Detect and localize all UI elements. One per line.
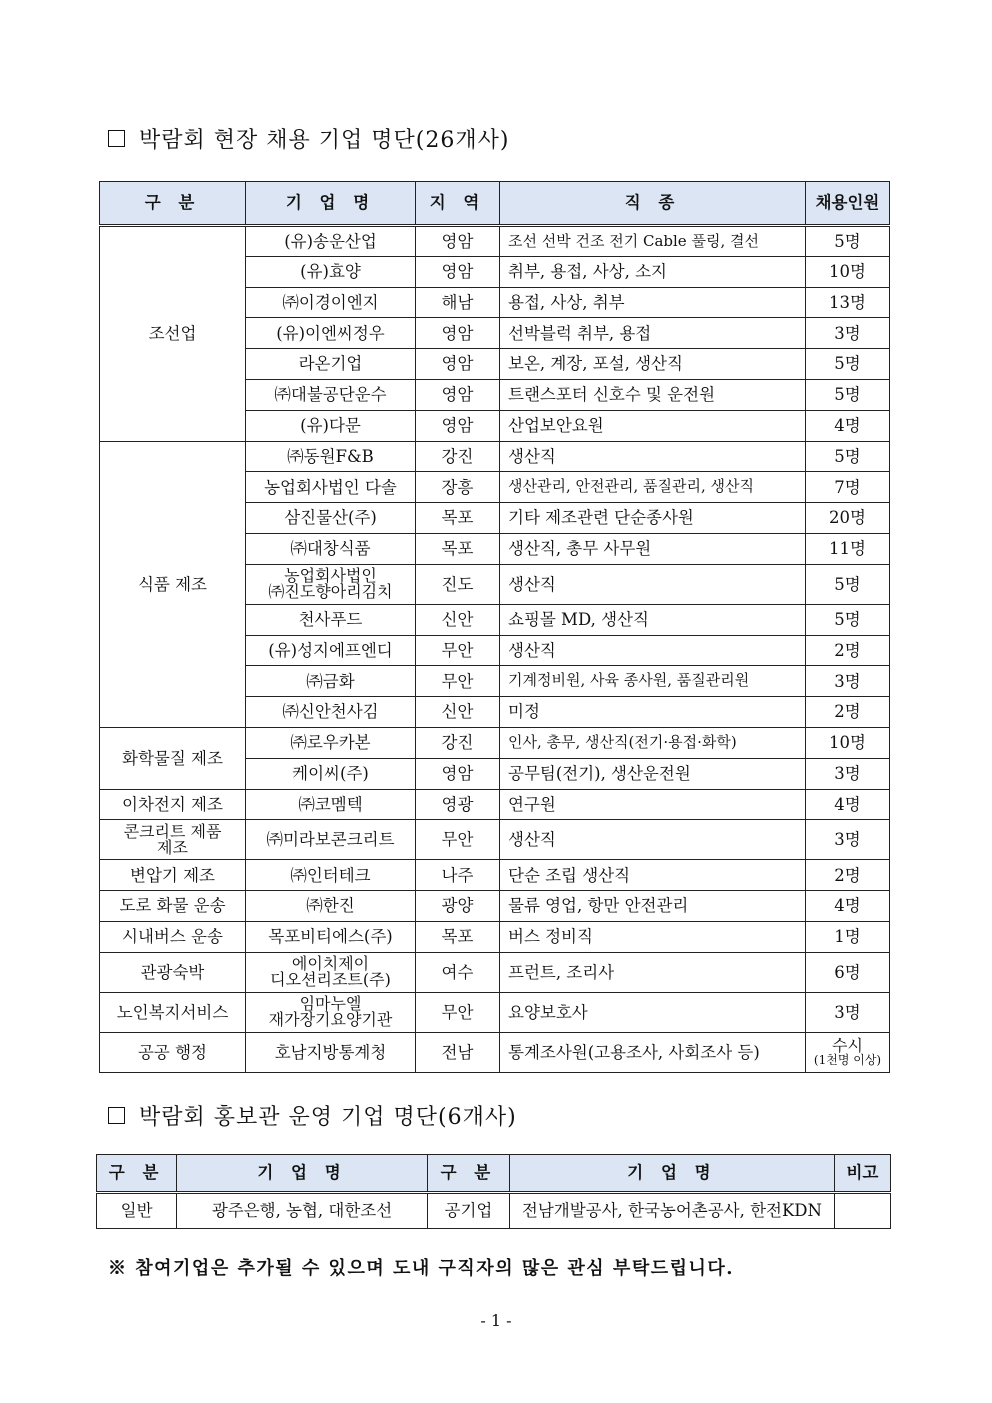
category-cell: 화학물질 제조	[100, 727, 246, 789]
category-cell: 관광숙박	[100, 952, 246, 992]
headcount-cell: 6명	[806, 952, 890, 992]
table-row	[100, 727, 890, 758]
table-row	[100, 921, 890, 952]
job-cell: 쇼핑몰 MD, 생산직	[500, 604, 806, 635]
job-cell: 인사, 총무, 생산직(전기·용접·화학)	[500, 727, 806, 758]
company-cell: (유)효양	[246, 256, 416, 287]
job-cell: 생산직	[500, 441, 806, 472]
company-cell: 농업회사법인 다솔	[246, 472, 416, 503]
company-cell: 호남지방통계청	[246, 1032, 416, 1072]
category-cell: 일반	[97, 1193, 177, 1229]
headcount-cell: 10명	[806, 256, 890, 287]
headcount-cell: 5명	[806, 564, 890, 604]
region-cell: 전남	[416, 1032, 500, 1072]
region-cell: 영암	[416, 318, 500, 349]
headcount-cell: 20명	[806, 503, 890, 534]
job-cell: 산업보안요원	[500, 410, 806, 441]
job-cell: 보온, 계장, 포설, 생산직	[500, 349, 806, 380]
company-cell: ㈜코멤텍	[246, 789, 416, 820]
region-cell: 무안	[416, 666, 500, 697]
headcount-cell: 1명	[806, 921, 890, 952]
job-cell: 프런트, 조리사	[500, 952, 806, 992]
table-row	[100, 1032, 890, 1072]
job-cell: 물류 영업, 항만 안전관리	[500, 891, 806, 922]
company-cell: ㈜미라보콘크리트	[246, 820, 416, 860]
job-cell: 단순 조립 생산직	[500, 860, 806, 891]
job-cell: 생산직	[500, 564, 806, 604]
region-cell: 영암	[416, 226, 500, 257]
job-cell: 생산직, 총무 사무원	[500, 533, 806, 564]
table-row	[100, 952, 890, 992]
headcount-cell: 7명	[806, 472, 890, 503]
header-category: 구 분	[97, 1155, 177, 1193]
headcount-cell: 3명	[806, 820, 890, 860]
company-cell: 삼진물산(주)	[246, 503, 416, 534]
category-cell: 시내버스 운송	[100, 921, 246, 952]
company-cell: (유)다문	[246, 410, 416, 441]
section1-heading	[108, 123, 509, 154]
job-cell: 트랜스포터 신호수 및 운전원	[500, 379, 806, 410]
headcount-cell: 2명	[806, 635, 890, 666]
headcount-cell: 4명	[806, 789, 890, 820]
headcount-cell: 5명	[806, 441, 890, 472]
company-cell: (유)송운산업	[246, 226, 416, 257]
category-cell: 공공 행정	[100, 1032, 246, 1072]
job-cell: 요양보호사	[500, 992, 806, 1032]
category-cell: 노인복지서비스	[100, 992, 246, 1032]
company-cell: ㈜신안천사김	[246, 697, 416, 728]
table-row	[100, 789, 890, 820]
job-cell: 선박블럭 취부, 용접	[500, 318, 806, 349]
region-cell: 무안	[416, 635, 500, 666]
region-cell: 영암	[416, 349, 500, 380]
section2-title: 박람회 홍보관 운영 기업 명단(6개사)	[139, 1105, 517, 1130]
header-headcount: 채용인원	[806, 182, 890, 226]
company-cell: 전남개발공사, 한국농어촌공사, 한전KDN	[510, 1193, 835, 1229]
category-cell: 도로 화물 운송	[100, 891, 246, 922]
region-cell: 여수	[416, 952, 500, 992]
header-company: 기 업 명	[177, 1155, 428, 1193]
region-cell: 해남	[416, 287, 500, 318]
job-cell: 기계정비원, 사육 종사원, 품질관리원	[500, 666, 806, 697]
region-cell: 영암	[416, 758, 500, 789]
region-cell: 신안	[416, 697, 500, 728]
company-cell: 광주은행, 농협, 대한조선	[177, 1193, 428, 1229]
job-cell: 미정	[500, 697, 806, 728]
region-cell: 진도	[416, 564, 500, 604]
checkbox-square-icon	[108, 130, 125, 147]
category-cell: 콘크리트 제품 제조	[100, 820, 246, 860]
header-job: 직 종	[500, 182, 806, 226]
job-cell: 생산직	[500, 635, 806, 666]
promo-booth-table	[96, 1154, 891, 1229]
region-cell: 강진	[416, 727, 500, 758]
company-cell: ㈜인터테크	[246, 860, 416, 891]
table-row	[100, 860, 890, 891]
category-cell: 변압기 제조	[100, 860, 246, 891]
headcount-cell: 5명	[806, 349, 890, 380]
header-company: 기 업 명	[246, 182, 416, 226]
region-cell: 신안	[416, 604, 500, 635]
table-row	[100, 992, 890, 1032]
category-cell: 조선업	[100, 226, 246, 442]
header-remark: 비고	[834, 1155, 890, 1193]
table-row	[100, 891, 890, 922]
company-cell: (유)성지에프엔디	[246, 635, 416, 666]
region-cell: 무안	[416, 992, 500, 1032]
region-cell: 영광	[416, 789, 500, 820]
company-cell: 케이씨(주)	[246, 758, 416, 789]
job-cell: 용접, 사상, 취부	[500, 287, 806, 318]
region-cell: 목포	[416, 921, 500, 952]
table-row	[97, 1193, 891, 1229]
company-cell: ㈜동원F&B	[246, 441, 416, 472]
headcount-cell: 3명	[806, 758, 890, 789]
region-cell: 목포	[416, 533, 500, 564]
headcount-cell: 5명	[806, 226, 890, 257]
headcount-cell: 13명	[806, 287, 890, 318]
headcount-cell: 5명	[806, 379, 890, 410]
company-cell: ㈜금화	[246, 666, 416, 697]
onsite-recruit-table	[99, 181, 890, 1073]
region-cell: 나주	[416, 860, 500, 891]
region-cell: 무안	[416, 820, 500, 860]
header-region: 지 역	[416, 182, 500, 226]
headcount-cell: 3명	[806, 666, 890, 697]
company-cell: 라온기업	[246, 349, 416, 380]
job-cell: 버스 정비직	[500, 921, 806, 952]
company-cell: (유)이엔씨정우	[246, 318, 416, 349]
headcount-cell: 4명	[806, 891, 890, 922]
region-cell: 영암	[416, 256, 500, 287]
job-cell: 공무팀(전기), 생산운전원	[500, 758, 806, 789]
job-cell: 기타 제조관련 단순종사원	[500, 503, 806, 534]
region-cell: 장흥	[416, 472, 500, 503]
category-cell: 이차전지 제조	[100, 789, 246, 820]
checkbox-square-icon	[108, 1107, 125, 1124]
company-cell: ㈜이경이엔지	[246, 287, 416, 318]
job-cell: 생산직	[500, 820, 806, 860]
headcount-cell: 2명	[806, 697, 890, 728]
company-cell: 천사푸드	[246, 604, 416, 635]
company-cell: ㈜로우카본	[246, 727, 416, 758]
header-company: 기 업 명	[510, 1155, 835, 1193]
job-cell: 취부, 용접, 사상, 소지	[500, 256, 806, 287]
job-cell: 통계조사원(고용조사, 사회조사 등)	[500, 1032, 806, 1072]
table-row	[100, 820, 890, 860]
region-cell: 영암	[416, 410, 500, 441]
header-category: 구 분	[427, 1155, 509, 1193]
headcount-cell: 11명	[806, 533, 890, 564]
table-row	[100, 441, 890, 472]
company-cell: ㈜한진	[246, 891, 416, 922]
table-header-row	[97, 1155, 891, 1193]
region-cell: 강진	[416, 441, 500, 472]
region-cell: 영암	[416, 379, 500, 410]
table-header-row	[100, 182, 890, 226]
region-cell: 광양	[416, 891, 500, 922]
category-cell: 식품 제조	[100, 441, 246, 727]
remark-cell	[834, 1193, 890, 1229]
section2-heading	[108, 1100, 517, 1131]
company-cell: ㈜대불공단운수	[246, 379, 416, 410]
headcount-cell: 2명	[806, 860, 890, 891]
headcount-cell: 3명	[806, 318, 890, 349]
page-number: - 1 -	[480, 1311, 512, 1330]
footer-note: ※ 참여기업은 추가될 수 있으며 도내 구직자의 많은 관심 부탁드립니다.	[108, 1258, 735, 1279]
headcount-cell: 10명	[806, 727, 890, 758]
company-cell: 목포비티에스(주)	[246, 921, 416, 952]
category-cell: 공기업	[427, 1193, 509, 1229]
headcount-cell: 3명	[806, 992, 890, 1032]
job-cell: 조선 선박 건조 전기 Cable 풀링, 결선	[500, 226, 806, 257]
company-cell: 에이치제이 디오션리조트(주)	[246, 952, 416, 992]
company-cell: 임마누엘 재가장기요양기관	[246, 992, 416, 1032]
table-row	[100, 226, 890, 257]
section1-title: 박람회 현장 채용 기업 명단(26개사)	[139, 128, 510, 153]
headcount-cell: 4명	[806, 410, 890, 441]
company-cell: ㈜대창식품	[246, 533, 416, 564]
header-category: 구 분	[100, 182, 246, 226]
region-cell: 목포	[416, 503, 500, 534]
job-cell: 생산관리, 안전관리, 품질관리, 생산직	[500, 472, 806, 503]
job-cell: 연구원	[500, 789, 806, 820]
company-cell: 농업회사법인 ㈜진도향아리김치	[246, 564, 416, 604]
headcount-cell: 수시 (1천명 이상)	[806, 1032, 890, 1072]
headcount-cell: 5명	[806, 604, 890, 635]
